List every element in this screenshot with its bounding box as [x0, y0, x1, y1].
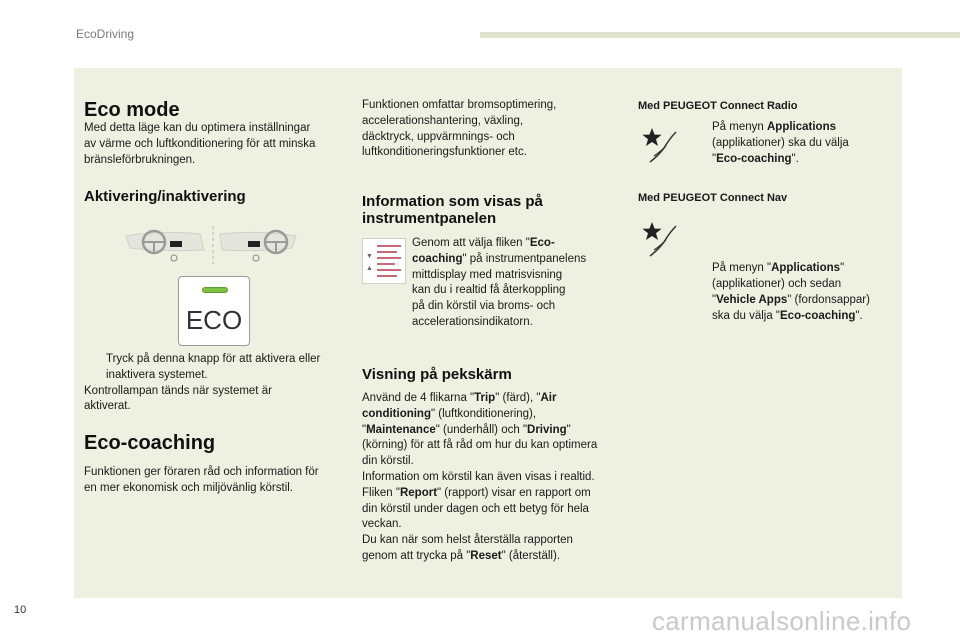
touch-line	[362, 549, 624, 565]
header-bar	[480, 32, 960, 38]
coaching-line: Funktionen ger föraren råd och information för	[84, 466, 319, 479]
nav-line	[712, 261, 900, 277]
text-span: På menyn "	[712, 262, 772, 275]
text-bold: Maintenance	[366, 423, 436, 436]
function-line: däcktryck, uppvärmnings- och	[362, 130, 515, 143]
intro-line: Med detta läge kan du optimera inställningar	[84, 122, 311, 134]
column-information	[362, 98, 624, 227]
nav-instructions	[690, 261, 900, 324]
text-span: genom att trycka på "	[362, 549, 471, 562]
eco-mode-title: Eco mode	[84, 99, 180, 121]
text-span: " (fordonsappar)	[787, 293, 870, 306]
info-line	[412, 236, 612, 252]
intro-line: bränsleförbrukningen.	[84, 153, 196, 166]
text-span: " (rapport) visar en rapport om	[437, 486, 591, 499]
dashboard-illustration	[120, 224, 302, 266]
intro-line: av värme och luftkonditionering för att minska	[84, 137, 316, 150]
radio-line	[712, 120, 890, 136]
nav-line	[712, 293, 900, 309]
touch-line	[362, 407, 624, 423]
bullet-line: inaktivera systemet.	[106, 368, 208, 381]
eco-coaching-title: Eco-coaching	[84, 432, 216, 455]
connect-radio-title: Med PEUGEOT Connect Radio	[638, 100, 798, 112]
note-line: Kontrollampan tänds när systemet är	[84, 384, 272, 397]
function-line: accelerationshantering, växling,	[362, 114, 524, 127]
star-note-icon	[640, 220, 684, 260]
touch-line	[362, 486, 624, 502]
column-eco-mode	[84, 94, 346, 205]
text-bold: conditioning	[362, 407, 431, 420]
touch-line: veckan.	[362, 518, 402, 531]
text-bold: Driving	[527, 423, 567, 436]
text-bold: Eco-coaching	[780, 309, 856, 322]
text-span: Fliken "	[362, 486, 400, 499]
info-line: kan du i realtid få återkoppling	[412, 284, 566, 297]
text-bold: Applications	[771, 262, 841, 275]
text-span: " (luftkonditionering),	[430, 407, 537, 420]
info-line: mittdisplay med matrisvisning	[412, 268, 563, 281]
info-text	[412, 236, 612, 331]
radio-line	[712, 152, 890, 168]
touch-line	[362, 391, 624, 407]
text-span: Använd de 4 flikarna "	[362, 392, 475, 404]
touch-line: Information om körstil kan även visas i realtid.	[362, 470, 595, 483]
touch-line: Du kan när som helst återställa rapporten	[362, 534, 573, 547]
text-bold: Applications	[766, 121, 836, 133]
toggle-title: Aktivering/inaktivering	[84, 188, 246, 206]
function-line: luftkonditioneringsfunktioner etc.	[362, 146, 527, 159]
touchscreen-section	[362, 366, 624, 565]
text-span: Genom att välja fliken "	[412, 237, 530, 249]
function-list	[362, 98, 624, 161]
text-span: " (färd), "	[495, 392, 541, 404]
touch-line	[362, 423, 624, 439]
text-bold: Reset	[470, 549, 502, 562]
text-span: " på instrumentpanelens	[462, 252, 587, 265]
touch-line: (körning) för att få råd om hur du kan optimera	[362, 439, 598, 452]
function-line: Funktionen omfattar bromsoptimering,	[362, 99, 557, 111]
text-span: ".	[855, 309, 863, 322]
text-span: "	[712, 152, 717, 165]
text-span: " (återställ).	[501, 549, 561, 562]
eco-indicator-led	[202, 287, 228, 293]
text-span: "	[362, 423, 367, 436]
text-span: "	[840, 262, 845, 275]
text-span: "	[566, 423, 571, 436]
note-line: aktiverat.	[84, 400, 131, 413]
coaching-line: en mer ekonomisk och miljövänlig körstil.	[84, 481, 293, 494]
touch-text	[362, 391, 624, 565]
text-span: " (underhåll) och "	[435, 423, 528, 436]
connect-nav-title: Med PEUGEOT Connect Nav	[638, 192, 788, 204]
text-bold: Air	[540, 392, 557, 404]
text-bold: Trip	[474, 392, 496, 404]
radio-line: (applikationer) ska du välja	[712, 136, 849, 149]
text-span: På menyn	[712, 121, 767, 133]
touch-title: Visning på pekskärm	[362, 366, 512, 383]
touch-line: din körstil under dagen och ett betyg för hela	[362, 502, 589, 515]
page-number: 10	[14, 604, 27, 616]
eco-coaching-text	[84, 465, 346, 497]
info-title	[362, 193, 624, 227]
nav-line	[712, 309, 900, 325]
info-line: på din körstil via broms- och	[412, 300, 556, 313]
text-bold: Report	[399, 486, 438, 499]
nav-line: (applikationer) och sedan	[712, 278, 842, 291]
instrument-display-icon: ▼ ▲	[362, 238, 406, 284]
bullet-item	[84, 352, 346, 384]
eco-mode-intro	[84, 121, 346, 168]
text-span: ".	[791, 152, 799, 165]
text-bold: Vehicle Apps	[716, 293, 788, 306]
text-bold: Eco-	[529, 237, 555, 249]
bullet-line: Tryck på denna knapp för att aktivera eller	[106, 353, 321, 365]
header-title: EcoDriving	[76, 27, 135, 41]
text-span: "	[712, 293, 717, 306]
radio-instructions	[690, 120, 890, 167]
indicator-note	[84, 384, 346, 416]
text-bold: coaching	[412, 252, 463, 265]
text-span: ska du välja "	[712, 309, 781, 322]
text-bold: Eco-coaching	[716, 152, 792, 165]
watermark: carmanualsonline.info	[652, 606, 912, 636]
info-line: accelerationsindikatorn.	[412, 315, 533, 328]
info-title-line: instrumentpanelen	[362, 210, 497, 228]
star-note-icon	[640, 126, 684, 166]
eco-button[interactable]	[178, 276, 250, 346]
touch-line: din körstil.	[362, 455, 414, 468]
eco-mode-instructions	[84, 352, 346, 497]
info-title-line: Information som visas på	[362, 193, 543, 211]
eco-button-label: ECO	[185, 305, 243, 335]
info-line	[412, 252, 612, 268]
